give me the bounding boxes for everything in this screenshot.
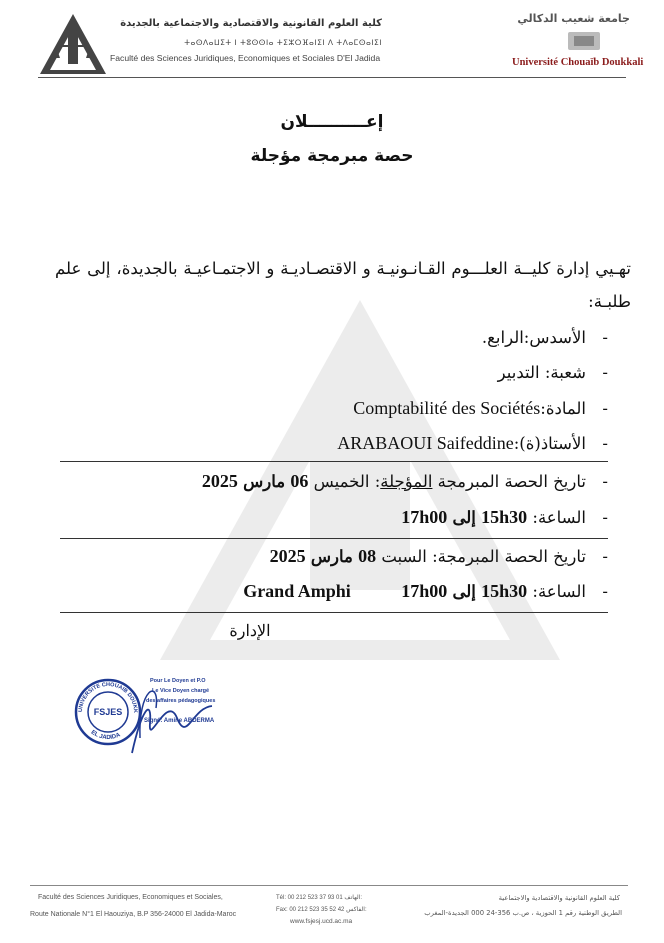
header-divider <box>38 77 626 78</box>
rescheduled-date-line: -تاريخ الحصة المبرمجة: السبت 08 مارس 2025 <box>269 546 608 566</box>
stamp-line-1: Pour Le Doyen et P.O <box>150 678 206 684</box>
professor-line: -الأستاذ(ة):ARABAOUI Saifeddine <box>337 433 608 453</box>
subject-value: Comptabilité des Sociétés <box>353 398 541 418</box>
rescheduled-time-label: الساعة: <box>532 582 586 601</box>
rescheduled-time-separator: إلى <box>452 582 476 601</box>
university-name-french: Université Chouaïb Doukkali <box>512 57 644 68</box>
footer-telephone: Tél: 00 212 523 37 93 01 الهاتف: <box>276 895 363 901</box>
postponed-time-to: 17h00 <box>401 507 448 527</box>
announcement-intro: تهـيي إدارة كليــة العلـــوم القـانـونيـة و الاقتصـاديـة و الاجتمـاعيـة بالجديدة، إلى علم طلبـة: <box>55 259 631 311</box>
postponed-day-number: 06 <box>290 471 309 491</box>
university-name-arabic: جامعة شعيب الدكالي <box>517 12 630 25</box>
stamp-name: FSJES <box>93 707 123 717</box>
announcement-subtitle: حصة مبرمجة مؤجلة <box>250 146 414 166</box>
postponed-time-from: 15h30 <box>481 507 528 527</box>
section-divider-1 <box>60 461 608 462</box>
footer-arabic-line-2: الطريق الوطنية رقم 1 الحوزية ، ص.ب 356-24 000 الجديدة-المغرب <box>424 909 622 917</box>
section-divider-2 <box>60 538 608 539</box>
rescheduled-month: مارس <box>310 547 353 566</box>
postponed-time-label: الساعة: <box>532 508 586 527</box>
branch-value: التدبير <box>497 363 540 382</box>
footer-address-line-2: Route Nationale N°1 El Haouziya, B.P 356-24000 El Jadida-Maroc <box>30 911 237 918</box>
official-stamp <box>72 668 242 760</box>
faculty-name-french: Faculté des Sciences Juridiques, Economiques et Sociales D'El Jadida <box>110 53 381 63</box>
stamp-line-4: Signé: Amine ABDERMA <box>144 718 215 724</box>
subject-line: -المادة:Comptabilité des Sociétés <box>353 398 608 418</box>
rescheduled-time-to: 17h00 <box>401 581 448 601</box>
professor-label: الأستاذ(ة): <box>513 434 586 453</box>
postponed-year: 2025 <box>201 471 238 491</box>
postponed-time-separator: إلى <box>452 508 476 527</box>
faculty-name-tifinagh: ⵜⴰⵙⴷⴰⵡⵉⵜ ⵏ ⵜⵓⵙⵙⵏⴰ ⵜⵉⵣⵔⴼⴰⵏⵉⵏ ⴷ ⵜⴷⴰⵎⵙⴰⵏⵉⵏ <box>184 38 382 47</box>
rescheduled-date-label: تاريخ الحصة المبرمجة: <box>432 547 586 566</box>
stamp-line-2: Le Vice Doyen chargé <box>152 688 210 694</box>
branch-line: -شعبة: التدبير <box>497 363 608 382</box>
rescheduled-day-number: 08 <box>358 546 377 566</box>
rescheduled-time-from: 15h30 <box>481 581 528 601</box>
postponed-date-label: تاريخ الحصة المبرمجة المؤجلة: <box>374 472 586 491</box>
section-divider-3 <box>60 612 608 613</box>
stamp-ring-text: UNIVERSITE CHOUAIB DOUKK <box>77 681 139 714</box>
rescheduled-location: Grand Amphi <box>243 581 351 601</box>
subject-label: المادة: <box>540 399 586 418</box>
footer-address-line-1: Faculté des Sciences Juridiques, Economiques et Sociales, <box>38 894 223 901</box>
postponed-month: مارس <box>243 472 286 491</box>
footer-divider <box>30 885 628 886</box>
rescheduled-year: 2025 <box>269 546 306 566</box>
stamp-line-3: des affaires pédagogiques <box>146 698 216 704</box>
postponed-day: الخميس <box>313 472 370 491</box>
semester-text: الأسدس:الرابع. <box>481 328 586 347</box>
stamp-city-text: EL JADIDA <box>89 729 122 742</box>
rescheduled-time-line: -الساعة: 15h30 إلى 17h00 Grand Amphi <box>243 581 608 601</box>
professor-value: ARABAOUI Saifeddine <box>337 433 514 453</box>
announcement-title: إعــــــــــلان <box>280 112 384 132</box>
footer-website: www.fsjesj.ucd.ac.ma <box>290 918 353 925</box>
rescheduled-day: السبت <box>381 547 427 566</box>
university-emblem <box>566 28 602 54</box>
postponed-time-line: -الساعة: 15h30 إلى 17h00 <box>401 507 608 527</box>
footer-arabic-line-1: كلية العلوم القانونية والاقتصادية والاجتماعية <box>498 894 620 902</box>
semester-line: -الأسدس:الرابع. <box>481 328 608 347</box>
footer-fax: Fax: 00 212 523 35 52 42 الفاكس: <box>276 907 367 913</box>
postponed-date-line: -تاريخ الحصة المبرمجة المؤجلة: الخميس 06 مارس 2025 <box>201 471 608 491</box>
faculty-logo <box>38 12 108 76</box>
faculty-name-arabic: كلية العلوم القانونية والاقتصادية والاجتماعية بالجديدة <box>120 18 382 29</box>
branch-label: شعبة: <box>544 363 586 382</box>
administration-signature-label: الإدارة <box>229 621 271 640</box>
